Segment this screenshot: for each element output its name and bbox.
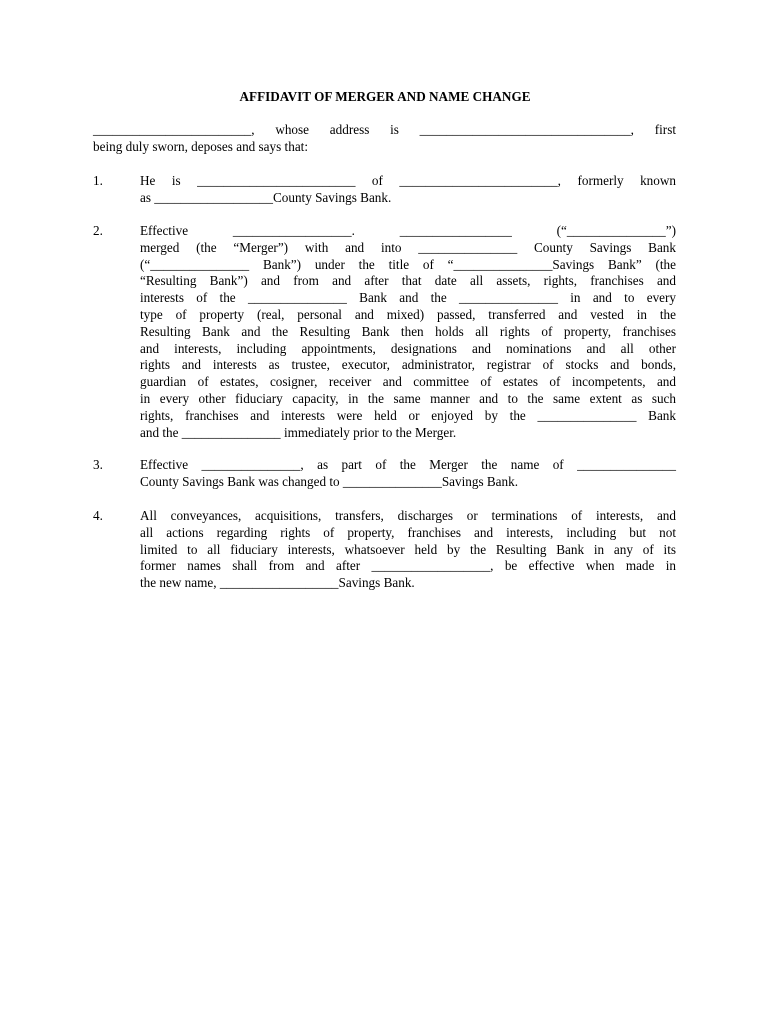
item-number: 2. [93,223,103,238]
item-line: the new name, __________________Savings Bank. [140,575,415,591]
item-line: and the _______________ immediately prior to the Merger. [140,424,457,440]
item-text [140,173,676,207]
item-text [140,508,676,592]
item-line: and interests, including appointments, designations and nominations and all other [140,340,676,356]
item-line: all actions regarding rights of property, franchises and interests, including but not [140,524,676,540]
item-line: rights, franchises and interests were held or enjoyed by the _______________ Bank [140,407,676,423]
item-line: merged (the “Merger”) with and into _______________ County Savings Bank [140,239,676,255]
item-line: “Resulting Bank”) and from and after that date all assets, rights, franchises and [140,273,676,289]
item-line: former names shall from and after __________________, be effective when made in [140,558,676,574]
item-line: guardian of estates, cosigner, receiver and committee of estates of incompetents, and [140,374,676,390]
item-line: He is ________________________ of ________________________, formerly known [140,173,676,188]
item-line: Resulting Bank and the Resulting Bank then holds all rights of property, franchises [140,323,676,339]
item-number: 4. [93,508,103,523]
item-text [140,457,676,491]
item-line: rights and interests as trustee, executor, administrator, registrar of stocks and bonds, [140,357,676,373]
item-number: 1. [93,173,103,188]
item-line: Effective __________________. _________________ (“_______________”) [140,223,676,238]
document-title: AFFIDAVIT OF MERGER AND NAME CHANGE [239,89,531,104]
item-line: in every other fiduciary capacity, in the same manner and to the same extent as such [140,390,676,406]
item-text [140,223,676,441]
item-line: as __________________County Savings Bank. [140,189,392,205]
item-line: interests of the _______________ Bank and the _______________ in and to every [140,290,676,306]
intro-line: ________________________, whose address is ________________________________, first [93,122,676,137]
item-line: All conveyances, acquisitions, transfers, discharges or terminations of interests, and [140,508,676,523]
item-line: County Savings Bank was changed to _______________Savings Bank. [140,473,519,489]
item-line: Effective _______________, as part of the Merger the name of _______________ [140,457,676,472]
item-number: 3. [93,457,103,472]
intro-line: being duly sworn, deposes and says that: [93,138,308,154]
item-line: type of property (real, personal and mixed) passed, transferred and vested in the [140,306,676,322]
item-line: limited to all fiduciary interests, whatsoever held by the Resulting Bank in any of its [140,541,676,557]
intro-paragraph [93,122,676,156]
item-line: (“_______________ Bank”) under the title of “_______________Savings Bank” (the [140,256,676,272]
